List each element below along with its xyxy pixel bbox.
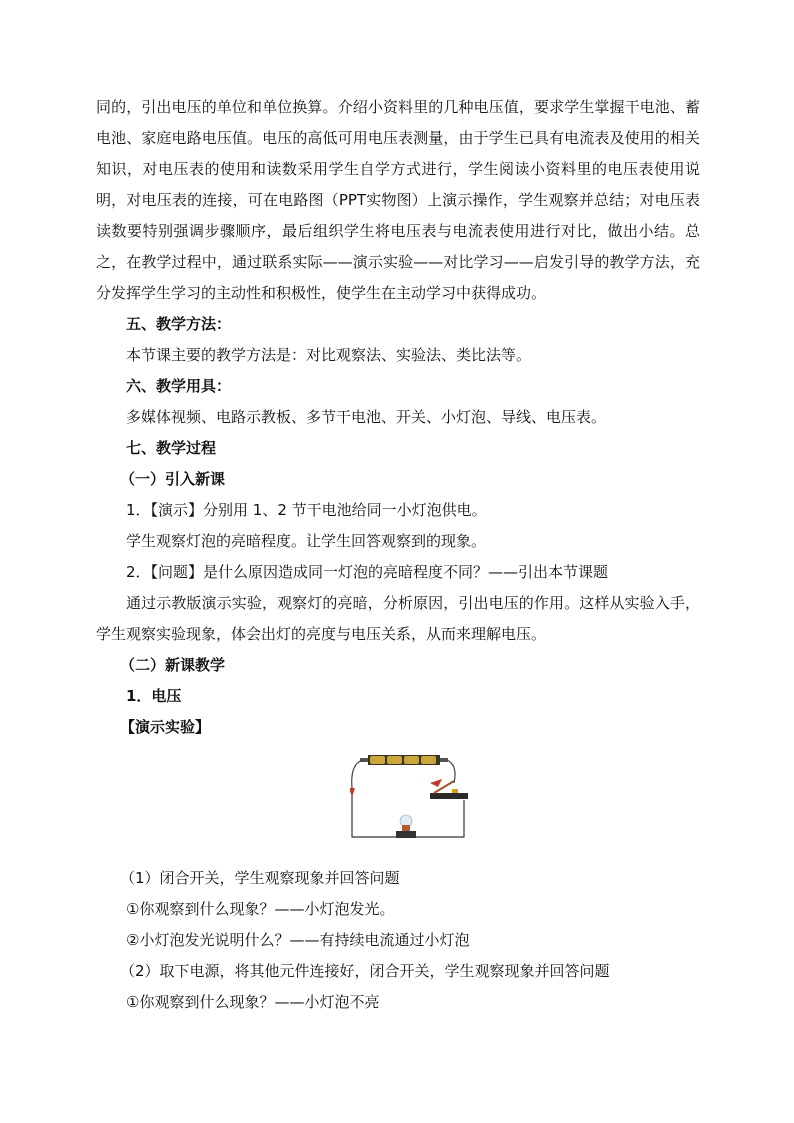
- section5-text: 本节课主要的教学方法是：对比观察法、实验法、类比法等。: [126, 346, 532, 364]
- section6-heading: 六、教学用具：: [126, 377, 232, 395]
- q1: ①你观察到什么现象？——小灯泡发光。: [126, 900, 395, 918]
- part1-demo: 1．【演示】分别用 1、2 节干电池给同一小灯泡供电。: [126, 501, 487, 519]
- part1-question: 2．【问题】是什么原因造成同一灯泡的亮暗程度不同？——引出本节课题: [126, 563, 609, 581]
- part2-heading: （二）新课教学: [120, 656, 226, 674]
- part1-explain: 通过示教版演示实验，观察灯的亮暗，分析原因，引出电压的作用。这样从实验入手，学生观察实验现象，体会出灯的亮度与电压关系，从而来理解电压。: [96, 594, 700, 643]
- circuit-figure: [96, 743, 700, 863]
- demo-label: 【演示实验】: [120, 718, 211, 736]
- document-page: [96, 92, 700, 1018]
- section6-text: 多媒体视频、电路示教板、多节干电池、开关、小灯泡、导线、电压表。: [126, 408, 607, 426]
- section5-heading: 五、教学方法：: [126, 315, 232, 333]
- step2: （2）取下电源，将其他元件连接好，闭合开关，学生观察现象并回答问题: [120, 962, 610, 980]
- battery-pack-icon: [360, 755, 448, 765]
- part1-observe: 学生观察灯泡的亮暗程度。让学生回答观察到的现象。: [126, 532, 487, 550]
- q3: ①你观察到什么现象？——小灯泡不亮: [126, 993, 380, 1011]
- part1-heading: （一）引入新课: [120, 470, 226, 488]
- circuit-diagram: [350, 753, 470, 845]
- q2: ②小灯泡发光说明什么？——有持续电流通过小灯泡: [126, 931, 470, 949]
- step1: （1）闭合开关，学生观察现象并回答问题: [120, 869, 400, 887]
- part2-sub1: 1．电压: [126, 687, 182, 705]
- section7-heading: 七、教学过程: [126, 439, 217, 457]
- intro-paragraph: 同的，引出电压的单位和单位换算。介绍小资料里的几种电压值，要求学生掌握干电池、蓄电池、家庭电路电压值。电压的高低可用电压表测量，由于学生已具有电流表及使用的相关知识，对电压表的使用和读数采用学生自学方式进行，学生阅读小资料里的电压表使用说明，对电压表的连接，可在电路图（PPT实物图）上演示操作，学生观察并总结；对电压表读数要特别强调步骤顺序，最后组织学生将电压表与电流表使用进行对比，做出小结。总之，在教学过程中，通过联系实际——演示实验——对比学习——启发引导的教学方法，充分发挥学生学习的主动性和积极性，使学生在主动学习中获得成功。: [96, 98, 700, 302]
